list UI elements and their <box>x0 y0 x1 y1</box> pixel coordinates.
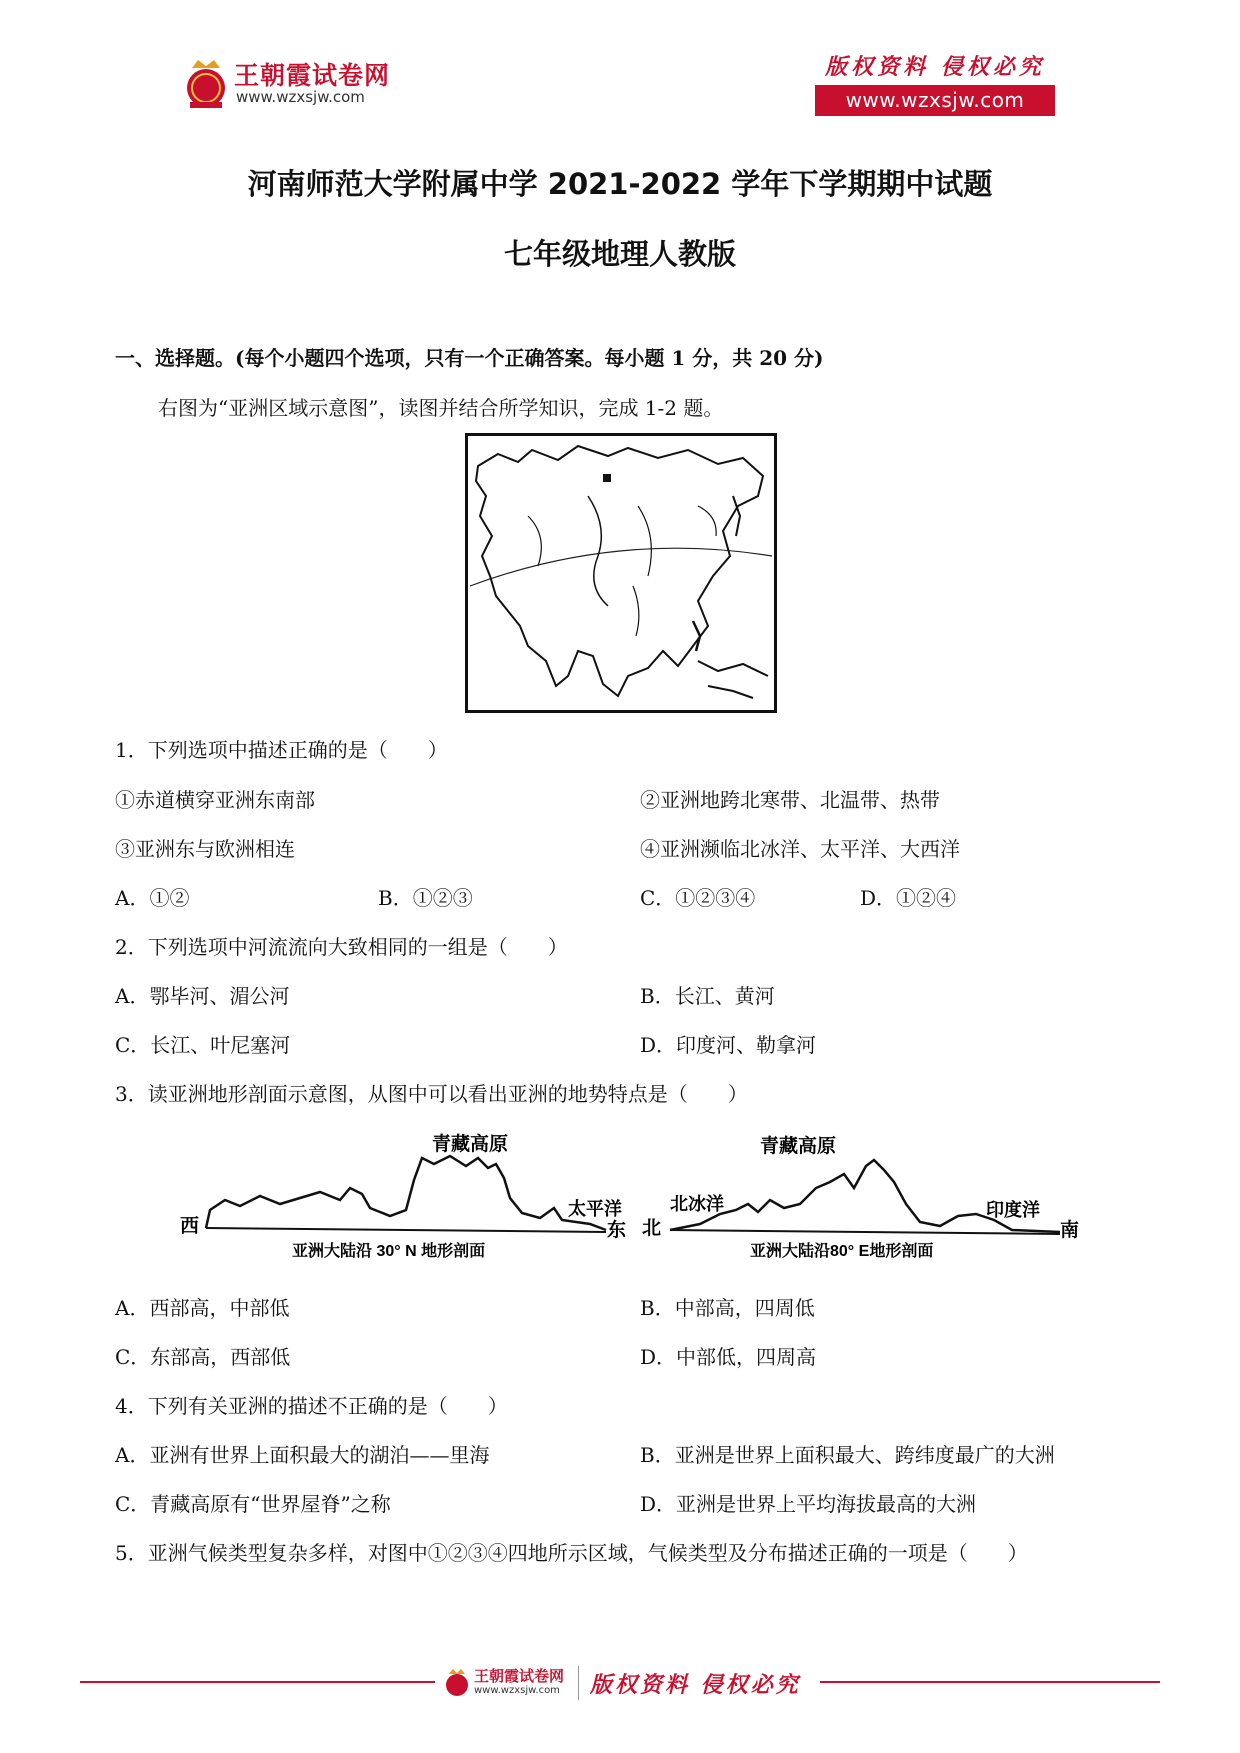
footer-separator <box>578 1666 579 1700</box>
q1-option-b[interactable]: B．①②③ <box>378 886 473 910</box>
footer-logo-name: 王朝霞试卷网 <box>474 1667 565 1685</box>
q1-stem: 1．下列选项中描述正确的是（ ） <box>115 738 448 762</box>
section-heading: 一、选择题。(每个小题四个选项，只有一个正确答案。每小题 1 分，共 20 分) <box>115 346 824 370</box>
q1-statement-2: ②亚洲地跨北寒带、北温带、热带 <box>640 788 940 812</box>
q2-option-d[interactable]: D．印度河、勒拿河 <box>640 1033 817 1057</box>
q3-option-d[interactable]: D．中部低，四周高 <box>640 1345 817 1369</box>
q1-statement-3: ③亚洲东与欧洲相连 <box>115 837 295 861</box>
copyright-text: 版权资料 侵权必究 <box>825 54 1045 80</box>
q1-option-d[interactable]: D．①②④ <box>860 886 957 910</box>
q4-option-c[interactable]: C．青藏高原有“世界屋脊”之称 <box>115 1492 391 1516</box>
profile-30n-diagram <box>170 1118 627 1268</box>
q1-statement-1: ①赤道横穿亚洲东南部 <box>115 788 315 812</box>
profile-30n-caption: 亚洲大陆沿 30° N 地形剖面 <box>292 1243 486 1260</box>
profile-80e-south-label: 南 <box>1060 1220 1080 1241</box>
section-intro: 右图为“亚洲区域示意图”，读图并结合所学知识，完成 1-2 题。 <box>158 396 724 420</box>
site-logo <box>180 52 420 122</box>
profile-30n-west-label: 西 <box>180 1216 200 1237</box>
q4-option-d[interactable]: D．亚洲是世界上平均海拔最高的大洲 <box>640 1492 977 1516</box>
footer-divider-right <box>820 1681 1160 1683</box>
profile-80e-ocean-label: 印度洋 <box>986 1200 1040 1220</box>
footer-copyright: 版权资料 侵权必究 <box>590 1672 801 1698</box>
q1-option-c[interactable]: C．①②③④ <box>640 886 756 910</box>
q4-option-b[interactable]: B．亚洲是世界上面积最大、跨纬度最广的大洲 <box>640 1443 1055 1467</box>
asia-map-drawing <box>468 436 774 710</box>
profile-80e-peak-label: 青藏高原 <box>760 1136 837 1157</box>
q4-stem: 4．下列有关亚洲的描述不正确的是（ ） <box>115 1394 508 1418</box>
url-banner[interactable]: www.wzxsjw.com <box>815 85 1055 116</box>
footer-logo-url: www.wzxsjw.com <box>474 1685 560 1696</box>
asia-map <box>465 433 777 713</box>
q3-option-b[interactable]: B．中部高，四周低 <box>640 1296 815 1320</box>
q3-option-a[interactable]: A．西部高，中部低 <box>115 1296 290 1320</box>
q2-option-a[interactable]: A．鄂毕河、湄公河 <box>115 984 290 1008</box>
profile-30n-east-label: 东 <box>607 1220 627 1241</box>
profile-30n-ocean-label: 太平洋 <box>568 1199 622 1219</box>
profile-30n-peak-label: 青藏高原 <box>431 1134 509 1155</box>
q3-option-c[interactable]: C．东部高，西部低 <box>115 1345 291 1369</box>
q5-stem: 5．亚洲气候类型复杂多样，对图中①②③④四地所示区域，气候类型及分布描述正确的一项是（ ） <box>115 1541 1028 1565</box>
logo-url: www.wzxsjw.com <box>236 88 365 106</box>
page-subtitle: 七年级地理人教版 <box>503 237 736 271</box>
q3-stem: 3．读亚洲地形剖面示意图，从图中可以看出亚洲的地势特点是（ ） <box>115 1082 748 1106</box>
profile-80e-north-label: 北 <box>642 1218 662 1239</box>
q2-option-b[interactable]: B．长江、黄河 <box>640 984 775 1008</box>
footer-seal-icon <box>444 1668 470 1698</box>
copyright-block <box>815 50 1055 116</box>
page-title: 河南师范大学附属中学 2021-2022 学年下学期期中试题 <box>247 167 993 201</box>
q2-stem: 2．下列选项中河流流向大致相同的一组是（ ） <box>115 935 568 959</box>
profile-80e-caption: 亚洲大陆沿80° E地形剖面 <box>750 1243 934 1260</box>
profile-80e-diagram <box>640 1118 1090 1268</box>
q1-option-a[interactable]: A．①② <box>115 886 190 910</box>
q1-statement-4: ④亚洲濒临北冰洋、太平洋、大西洋 <box>640 837 960 861</box>
seal-icon <box>184 58 228 110</box>
profile-80e-arctic-label: 北冰洋 <box>670 1194 724 1214</box>
logo-name: 王朝霞试卷网 <box>234 61 391 90</box>
q2-option-c[interactable]: C．长江、叶尼塞河 <box>115 1033 291 1057</box>
footer-divider-left <box>80 1681 435 1683</box>
q4-option-a[interactable]: A．亚洲有世界上面积最大的湖泊——里海 <box>115 1443 490 1467</box>
